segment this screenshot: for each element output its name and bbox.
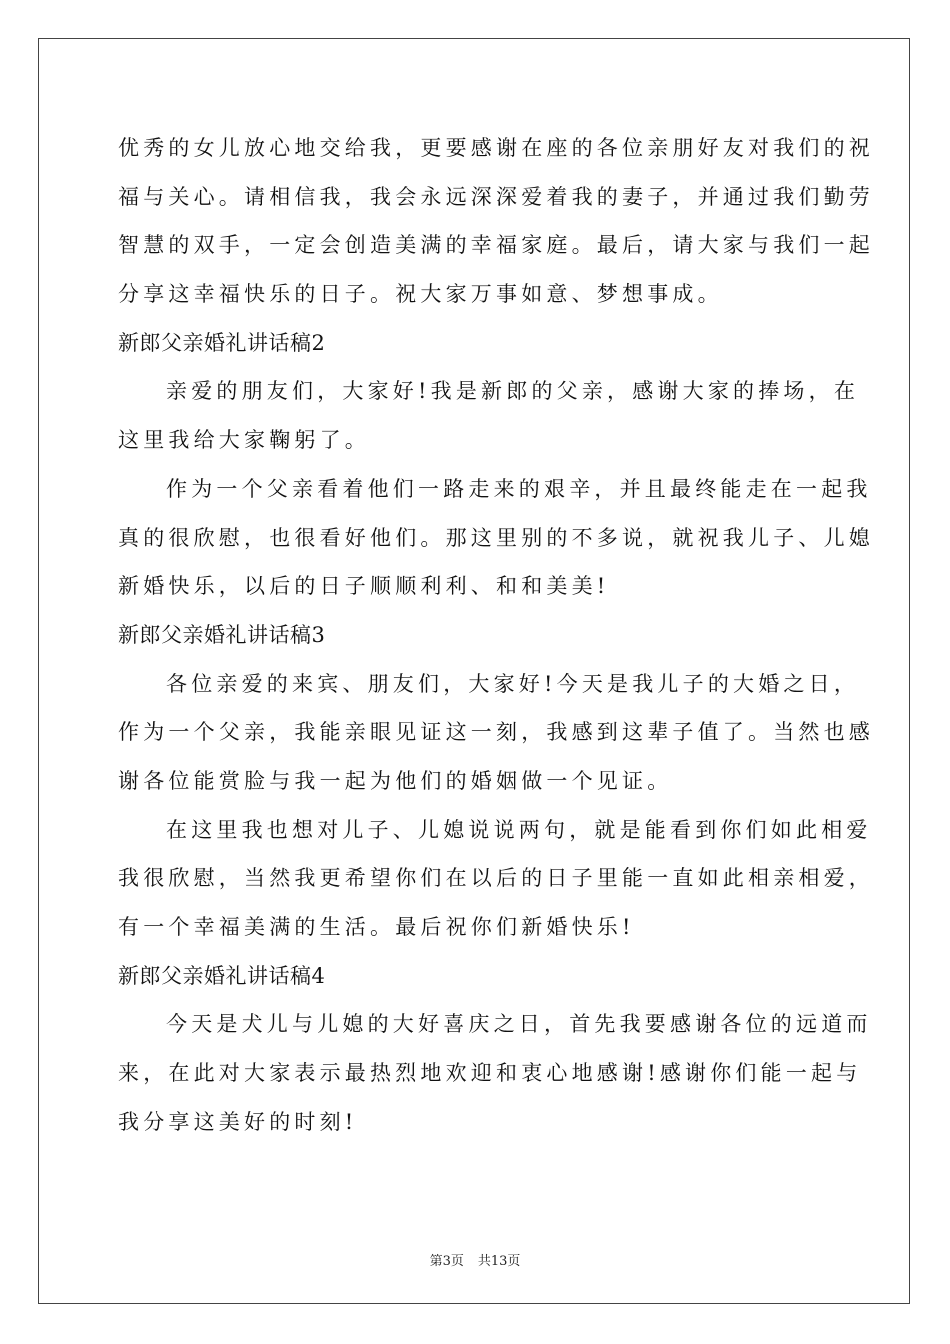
- paragraph-line: 新婚快乐，以后的日子顺顺利利、和和美美!: [118, 574, 610, 599]
- paragraph-line: 真的很欣慰，也很看好他们。那这里别的不多说，就祝我儿子、儿媳: [118, 525, 874, 550]
- paragraph-line: 有一个幸福美满的生活。最后祝你们新婚快乐!: [118, 915, 635, 939]
- section-heading: 新郎父亲婚礼讲话稿4: [118, 963, 326, 988]
- paragraph-line: 作为一个父亲，我能亲眼见证这一刻，我感到这辈子值了。当然也感: [118, 720, 874, 745]
- page-number: 第3页: [429, 1254, 464, 1269]
- paragraph-line: 各位亲爱的来宾、朋友们，大家好!今天是我儿子的大婚之日，: [166, 671, 860, 696]
- paragraph-line: 来，在此对大家表示最热烈地欢迎和衷心地感谢!感谢你们能一起与: [118, 1061, 862, 1086]
- page-footer: [0, 1250, 950, 1269]
- paragraph-line: 我分享这美好的时刻!: [118, 1109, 358, 1134]
- paragraph-line: 分享这幸福快乐的日子。祝大家万事如意、梦想事成。: [118, 282, 723, 307]
- paragraph-line: 今天是犬儿与儿媳的大好喜庆之日，首先我要感谢各位的远道而: [166, 1012, 872, 1037]
- paragraph-line: 智慧的双手，一定会创造美满的幸福家庭。最后，请大家与我们一起: [118, 233, 874, 258]
- paragraph-line: 作为一个父亲看着他们一路走来的艰辛，并且最终能走在一起我: [166, 476, 872, 501]
- document-body: [118, 124, 874, 1146]
- paragraph-line: 这里我给大家鞠躬了。: [118, 428, 370, 453]
- page-total: 共13页: [477, 1254, 521, 1269]
- section-heading: 新郎父亲婚礼讲话稿3: [118, 622, 326, 647]
- paragraph-line: 亲爱的朋友们，大家好!我是新郎的父亲，感谢大家的捧场，在: [166, 379, 860, 404]
- section-heading: 新郎父亲婚礼讲话稿2: [118, 330, 326, 355]
- paragraph-line: 我很欣慰，当然我更希望你们在以后的日子里能一直如此相亲相爱，: [118, 866, 874, 891]
- paragraph-line: 优秀的女儿放心地交给我，更要感谢在座的各位亲朋好友对我们的祝: [118, 136, 874, 160]
- paragraph-line: 福与关心。请相信我，我会永远深深爱着我的妻子，并通过我们勤劳: [118, 184, 874, 209]
- paragraph-line: 在这里我也想对儿子、儿媳说说两句，就是能看到你们如此相爱: [166, 817, 872, 842]
- paragraph-line: 谢各位能赏脸与我一起为他们的婚姻做一个见证。: [118, 768, 673, 793]
